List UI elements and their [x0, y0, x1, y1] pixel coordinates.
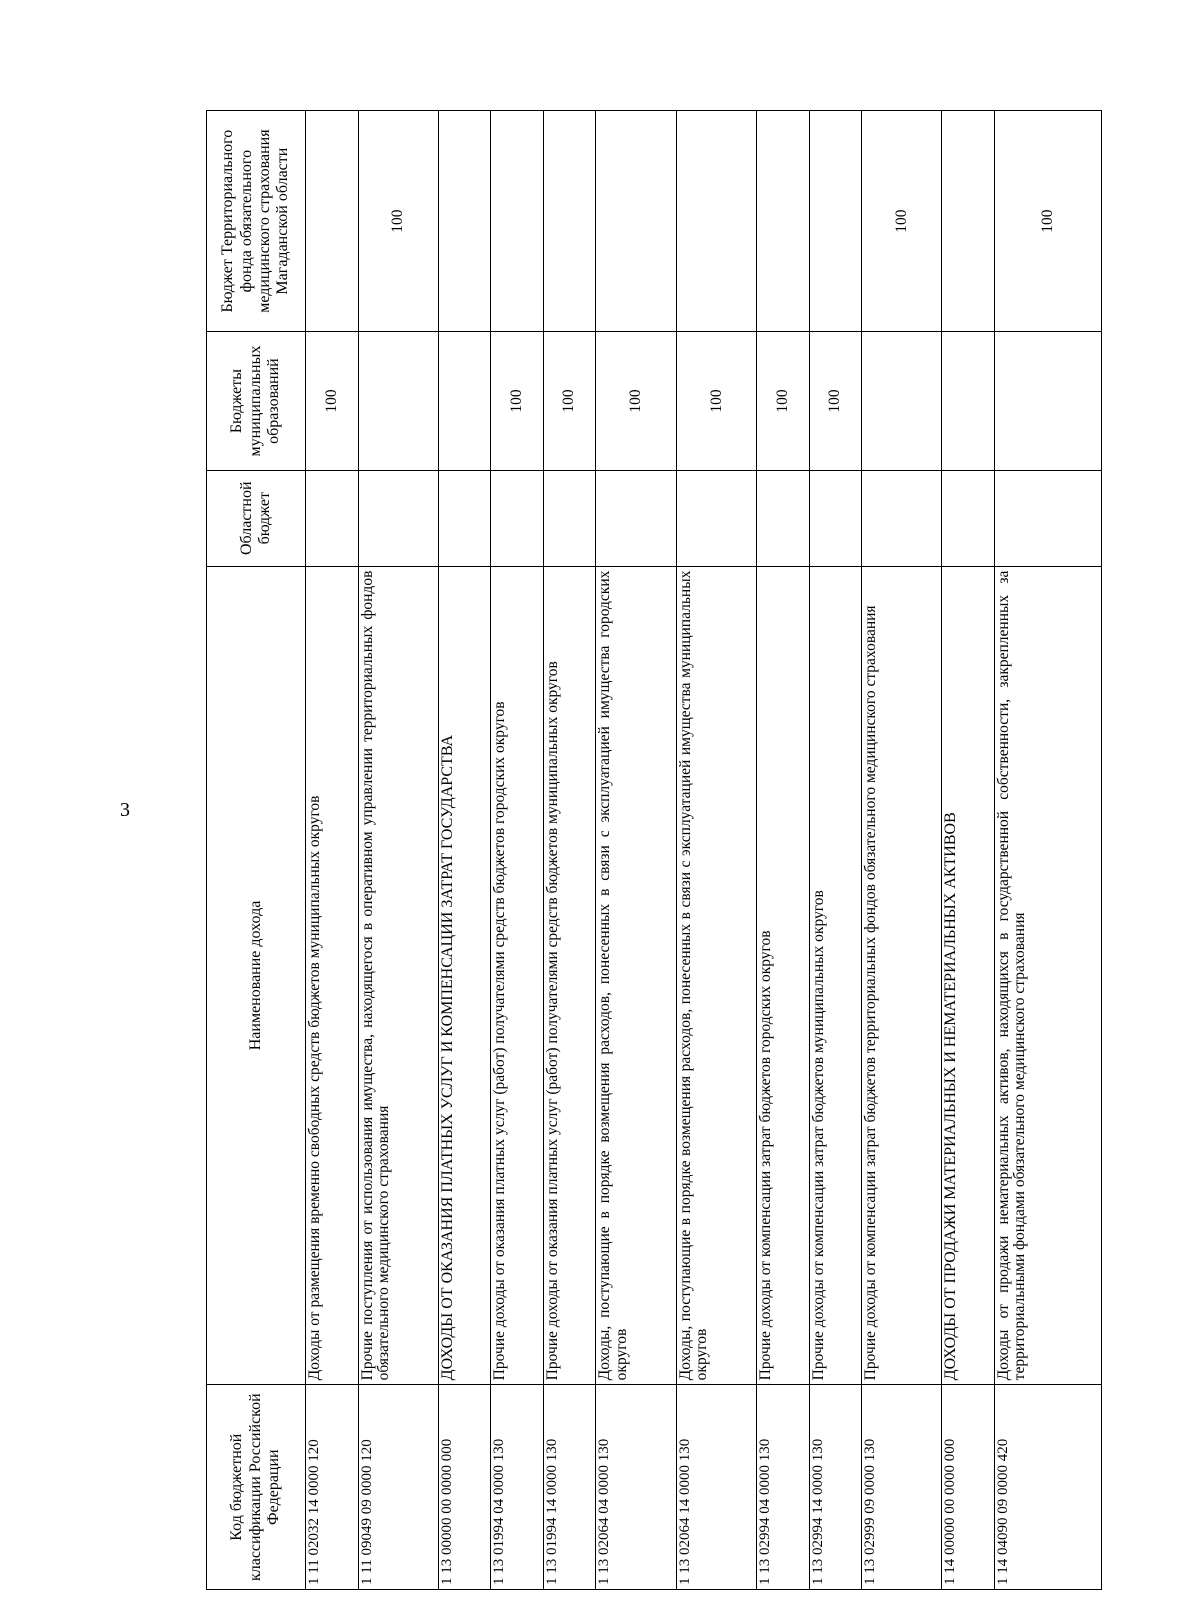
row-name: ДОХОДЫ ОТ ПРОДАЖИ МАТЕРИАЛЬНЫХ И НЕМАТЕРИАЛЬНЫХ АКТИВОВ	[942, 566, 995, 1385]
revenue-table-container	[206, 110, 1102, 1590]
row-tfoms-value: 100	[862, 111, 942, 332]
row-regional-value	[543, 470, 596, 566]
rotated-table-frame	[206, 110, 1102, 1590]
table-row	[809, 111, 862, 1590]
header-code: Код бюджетной классификации Российской Федерации	[207, 1385, 306, 1590]
row-municipal-value: 100	[543, 332, 596, 471]
row-municipal-value	[358, 332, 438, 471]
table-row	[306, 111, 359, 1590]
row-tfoms-value	[543, 111, 596, 332]
table-header-row	[207, 111, 306, 1590]
row-name: Прочие доходы от компенсации затрат бюджетов территориальных фондов обязательного медицинского страхования	[862, 566, 942, 1385]
row-regional-value	[491, 470, 544, 566]
row-name: Прочие доходы от компенсации затрат бюджетов муниципальных округов	[809, 566, 862, 1385]
row-regional-value	[994, 470, 1101, 566]
row-code: 1 13 02999 09 0000 130	[862, 1385, 942, 1590]
row-tfoms-value: 100	[994, 111, 1101, 332]
row-code: 1 13 02064 14 0000 130	[677, 1385, 757, 1590]
table-row	[491, 111, 544, 1590]
row-regional-value	[306, 470, 359, 566]
row-municipal-value	[862, 332, 942, 471]
row-code: 1 13 01994 04 0000 130	[491, 1385, 544, 1590]
row-code: 1 14 04090 09 0000 420	[994, 1385, 1101, 1590]
row-municipal-value: 100	[757, 332, 810, 471]
row-regional-value	[862, 470, 942, 566]
row-code: 1 13 02064 04 0000 130	[596, 1385, 677, 1590]
row-regional-value	[677, 470, 757, 566]
table-row	[677, 111, 757, 1590]
row-name: Прочие поступления от использования имущества, находящегося в оперативном управлении территориальных фондов обязательного медицинского страхования	[358, 566, 438, 1385]
row-code: 1 13 01994 14 0000 130	[543, 1385, 596, 1590]
row-municipal-value	[438, 332, 491, 471]
row-code: 1 11 09049 09 0000 120	[358, 1385, 438, 1590]
row-tfoms-value	[491, 111, 544, 332]
row-regional-value	[596, 470, 677, 566]
row-name: Доходы от размещения временно свободных средств бюджетов муниципальных округов	[306, 566, 359, 1385]
row-regional-value	[942, 470, 995, 566]
row-tfoms-value	[809, 111, 862, 332]
row-name: Прочие доходы от оказания платных услуг (работ) получателями средств бюджетов городских округов	[491, 566, 544, 1385]
row-name: Доходы от продажи нематериальных активов, находящихся в государственной собственности, закрепленных за территориальными фондами обязательного медицинского страхования	[994, 566, 1101, 1385]
row-tfoms-value	[306, 111, 359, 332]
row-municipal-value	[942, 332, 995, 471]
row-municipal-value: 100	[809, 332, 862, 471]
row-municipal-value: 100	[491, 332, 544, 471]
table-row	[596, 111, 677, 1590]
row-code: 1 13 02994 14 0000 130	[809, 1385, 862, 1590]
table-row	[358, 111, 438, 1590]
row-code: 1 13 00000 00 0000 000	[438, 1385, 491, 1590]
row-tfoms-value	[757, 111, 810, 332]
header-tfoms-budget: Бюджет Территориального фонда обязательного медицинского страхования Магаданской области	[207, 111, 306, 332]
row-municipal-value	[994, 332, 1101, 471]
row-municipal-value: 100	[596, 332, 677, 471]
table-row	[994, 111, 1101, 1590]
row-regional-value	[757, 470, 810, 566]
page-number: 3	[120, 799, 130, 821]
row-regional-value	[358, 470, 438, 566]
row-tfoms-value: 100	[358, 111, 438, 332]
row-name: Доходы, поступающие в порядке возмещения расходов, понесенных в связи с эксплуатацией имущества городских округов	[596, 566, 677, 1385]
row-municipal-value: 100	[306, 332, 359, 471]
row-code: 1 11 02032 14 0000 120	[306, 1385, 359, 1590]
row-municipal-value: 100	[677, 332, 757, 471]
row-tfoms-value	[942, 111, 995, 332]
header-municipal-budgets: Бюджеты муниципальных образований	[207, 332, 306, 471]
row-code: 1 13 02994 04 0000 130	[757, 1385, 810, 1590]
table-row	[438, 111, 491, 1590]
row-name: Прочие доходы от оказания платных услуг (работ) получателями средств бюджетов муниципальных округов	[543, 566, 596, 1385]
row-regional-value	[809, 470, 862, 566]
table-row	[862, 111, 942, 1590]
table-row	[543, 111, 596, 1590]
row-name: ДОХОДЫ ОТ ОКАЗАНИЯ ПЛАТНЫХ УСЛУГ И КОМПЕНСАЦИИ ЗАТРАТ ГОСУДАРСТВА	[438, 566, 491, 1385]
row-name: Прочие доходы от компенсации затрат бюджетов городских округов	[757, 566, 810, 1385]
revenue-distribution-table	[206, 110, 1102, 1590]
row-regional-value	[438, 470, 491, 566]
header-regional-budget: Областной бюджет	[207, 470, 306, 566]
row-code: 1 14 00000 00 0000 000	[942, 1385, 995, 1590]
table-row	[757, 111, 810, 1590]
table-row	[942, 111, 995, 1590]
row-name: Доходы, поступающие в порядке возмещения расходов, понесенных в связи с эксплуатацией имущества муниципальных округов	[677, 566, 757, 1385]
row-tfoms-value	[677, 111, 757, 332]
row-tfoms-value	[596, 111, 677, 332]
row-tfoms-value	[438, 111, 491, 332]
header-name: Наименование дохода	[207, 566, 306, 1385]
